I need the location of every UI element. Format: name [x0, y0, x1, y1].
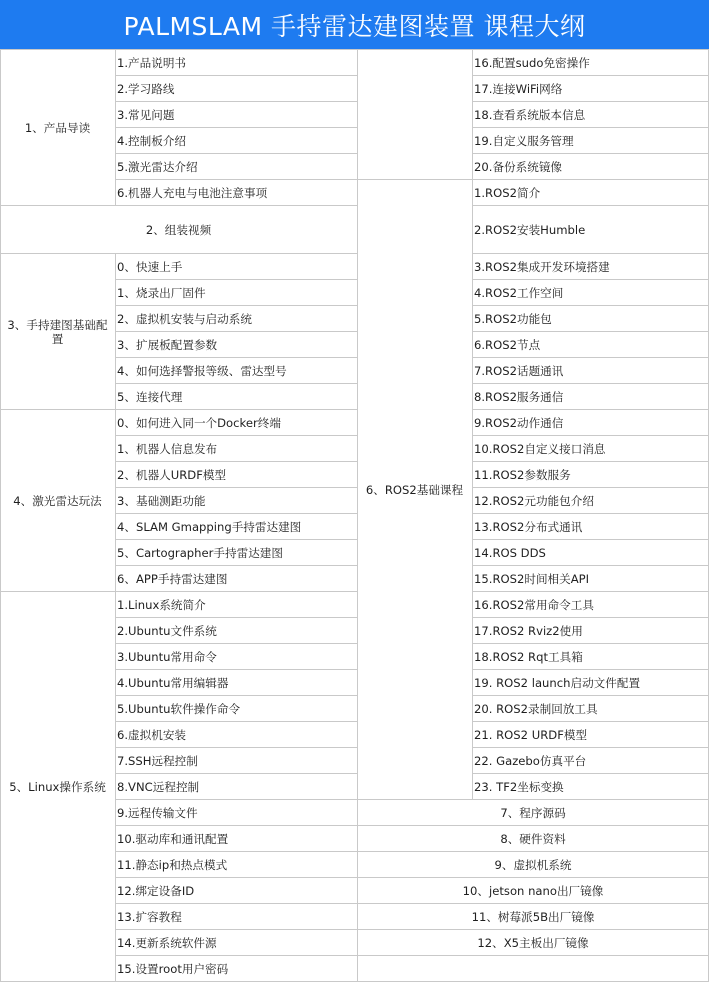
course-item: 13.扩容教程 [115, 903, 357, 929]
course-item: 2、虚拟机安装与启动系统 [115, 305, 357, 331]
course-item: 21. ROS2 URDF模型 [472, 721, 709, 747]
grid-line [472, 49, 473, 799]
course-item: 1、烧录出厂固件 [115, 279, 357, 305]
course-item: 3.Ubuntu常用命令 [115, 643, 357, 669]
course-item: 6、APP手持雷达建图 [115, 565, 357, 591]
course-item: 10.驱动库和通讯配置 [115, 825, 357, 851]
course-item: 20.备份系统镜像 [472, 153, 709, 179]
course-item: 4.控制板介绍 [115, 127, 357, 153]
course-item: 19. ROS2 launch启动文件配置 [472, 669, 709, 695]
course-item: 20. ROS2录制回放工具 [472, 695, 709, 721]
course-item: 8.ROS2服务通信 [472, 383, 709, 409]
section-category: 6、ROS2基础课程 [357, 179, 472, 799]
course-item: 9.ROS2动作通信 [472, 409, 709, 435]
section-title: 2、组装视频 [0, 205, 357, 253]
section-title: 10、jetson nano出厂镜像 [357, 877, 709, 903]
course-item: 4.Ubuntu常用编辑器 [115, 669, 357, 695]
course-item: 3.常见问题 [115, 101, 357, 127]
course-item: 12.绑定设备ID [115, 877, 357, 903]
course-item: 16.ROS2常用命令工具 [472, 591, 709, 617]
course-item: 3、基础测距功能 [115, 487, 357, 513]
course-item: 2.ROS2安装Humble [472, 205, 709, 253]
course-item: 2.Ubuntu文件系统 [115, 617, 357, 643]
section-category: 4、激光雷达玩法 [0, 409, 115, 591]
course-item: 13.ROS2分布式通讯 [472, 513, 709, 539]
page-title: PALMSLAM 手持雷达建图装置 课程大纲 [0, 0, 709, 49]
course-item: 7.ROS2话题通讯 [472, 357, 709, 383]
course-item: 5、Cartographer手持雷达建图 [115, 539, 357, 565]
section-title: 7、程序源码 [357, 799, 709, 825]
section-category: 5、Linux操作系统 [0, 591, 115, 981]
grid-line [0, 49, 1, 981]
course-item: 3、扩展板配置参数 [115, 331, 357, 357]
course-item: 10.ROS2自定义接口消息 [472, 435, 709, 461]
course-item: 23. TF2坐标变换 [472, 773, 709, 799]
course-item: 6.机器人充电与电池注意事项 [115, 179, 357, 205]
course-item: 5、连接代理 [115, 383, 357, 409]
course-item: 19.自定义服务管理 [472, 127, 709, 153]
section-title: 11、树莓派5B出厂镜像 [357, 903, 709, 929]
course-item: 6.ROS2节点 [472, 331, 709, 357]
course-item: 0、如何进入同一个Docker终端 [115, 409, 357, 435]
course-item: 6.虚拟机安装 [115, 721, 357, 747]
course-item: 12.ROS2元功能包介绍 [472, 487, 709, 513]
section-title: 9、虚拟机系统 [357, 851, 709, 877]
course-item: 14.更新系统软件源 [115, 929, 357, 955]
course-item: 1.产品说明书 [115, 49, 357, 75]
course-item: 2、机器人URDF模型 [115, 461, 357, 487]
course-item: 0、快速上手 [115, 253, 357, 279]
course-item: 2.学习路线 [115, 75, 357, 101]
course-item: 4、如何选择警报等级、雷达型号 [115, 357, 357, 383]
course-item: 1.ROS2简介 [472, 179, 709, 205]
empty-cell [357, 955, 709, 981]
course-item: 11.ROS2参数服务 [472, 461, 709, 487]
course-item: 8.VNC远程控制 [115, 773, 357, 799]
course-item: 4、SLAM Gmapping手持雷达建图 [115, 513, 357, 539]
course-item: 18.查看系统版本信息 [472, 101, 709, 127]
course-item: 4.ROS2工作空间 [472, 279, 709, 305]
course-item: 5.ROS2功能包 [472, 305, 709, 331]
course-item: 7.SSH远程控制 [115, 747, 357, 773]
course-item: 17.连接WiFi网络 [472, 75, 709, 101]
course-item: 3.ROS2集成开发环境搭建 [472, 253, 709, 279]
course-item: 18.ROS2 Rqt工具箱 [472, 643, 709, 669]
section-title: 8、硬件资料 [357, 825, 709, 851]
course-item: 5.Ubuntu软件操作命令 [115, 695, 357, 721]
course-item: 9.远程传输文件 [115, 799, 357, 825]
course-item: 1、机器人信息发布 [115, 435, 357, 461]
course-item: 16.配置sudo免密操作 [472, 49, 709, 75]
course-item: 15.设置root用户密码 [115, 955, 357, 981]
course-item: 5.激光雷达介绍 [115, 153, 357, 179]
course-item: 1.Linux系统简介 [115, 591, 357, 617]
grid-line [357, 49, 358, 981]
grid-line [115, 253, 116, 981]
course-item: 17.ROS2 Rviz2使用 [472, 617, 709, 643]
section-continuation [357, 49, 472, 179]
course-item: 14.ROS DDS [472, 539, 709, 565]
course-item: 15.ROS2时间相关API [472, 565, 709, 591]
section-category: 1、产品导读 [0, 49, 115, 205]
section-category: 3、手持建图基础配置 [0, 253, 115, 409]
course-item: 11.静态ip和热点模式 [115, 851, 357, 877]
course-item: 22. Gazebo仿真平台 [472, 747, 709, 773]
grid-line [115, 49, 116, 205]
section-title: 12、X5主板出厂镜像 [357, 929, 709, 955]
